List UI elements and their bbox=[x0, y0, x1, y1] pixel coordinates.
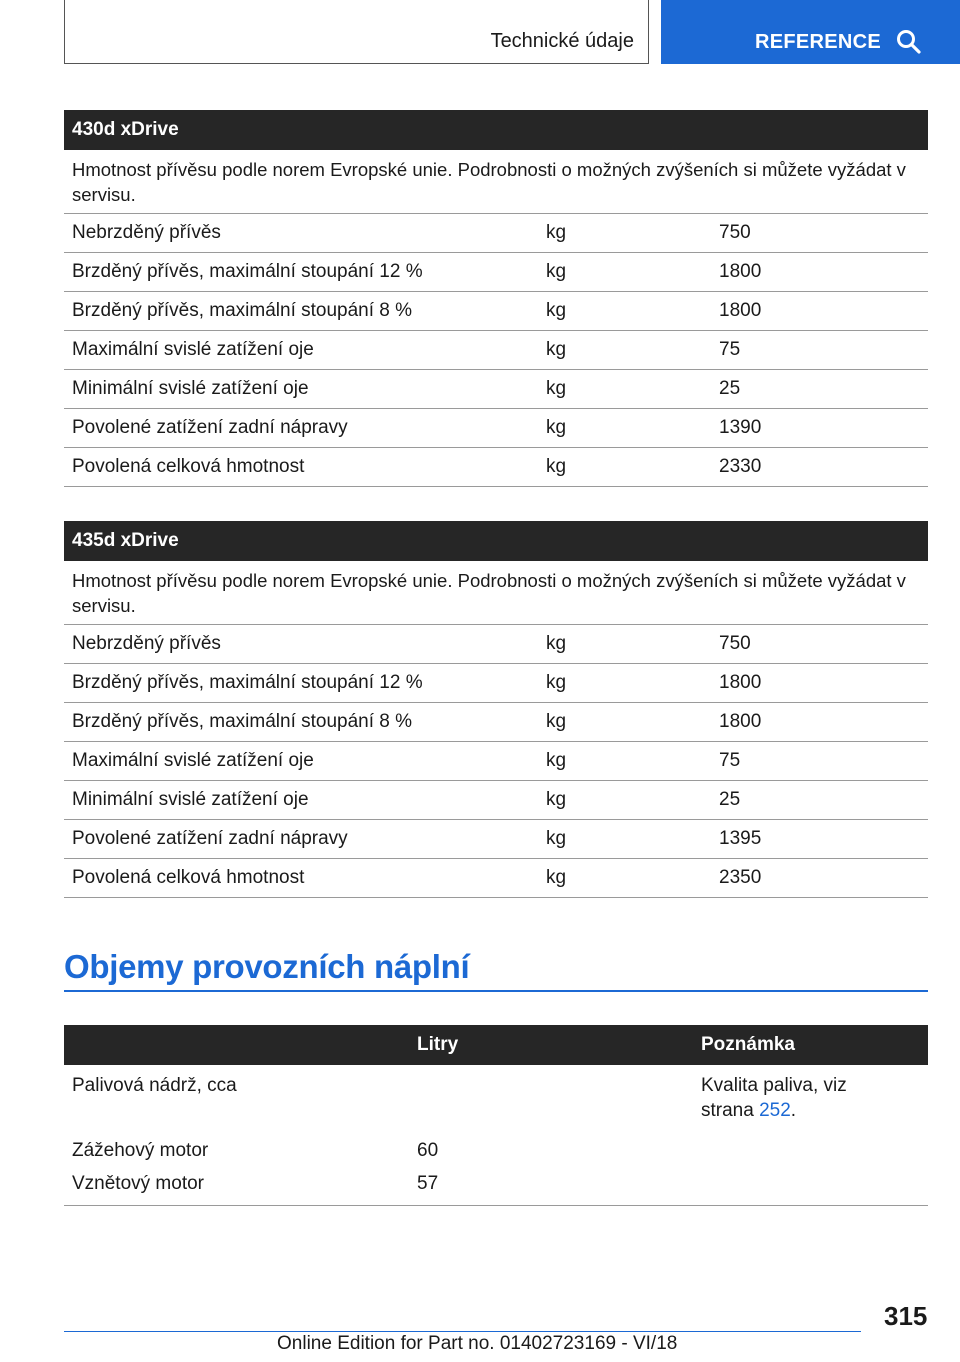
footer-edition: Online Edition for Part no. 01402723169 - VI/18 bbox=[277, 1333, 678, 1354]
row-note bbox=[693, 1073, 928, 1128]
reference-button[interactable] bbox=[661, 0, 960, 64]
row-label: Brzděný přívěs, maximální stoupání 12 % bbox=[72, 261, 423, 282]
table-row bbox=[64, 448, 928, 487]
row-label: Zážehový motor bbox=[72, 1140, 209, 1161]
row-value: 750 bbox=[719, 633, 751, 654]
row-unit: kg bbox=[546, 222, 567, 243]
table-row bbox=[64, 742, 928, 781]
page-number: 315 bbox=[884, 1301, 928, 1331]
header-section-box bbox=[64, 0, 649, 64]
footer-divider bbox=[64, 1331, 861, 1332]
table-row bbox=[64, 820, 928, 859]
row-label: Brzděný přívěs, maximální stoupání 8 % bbox=[72, 300, 413, 321]
row-label: Povolené zatížení zadní nápravy bbox=[72, 828, 348, 849]
table-note: Hmotnost přívěsu podle norem Evropské unie. Podrobnosti o možných zvýšeních si můžete vyžádat v servisu. bbox=[64, 150, 928, 214]
row-unit: kg bbox=[546, 417, 567, 438]
row-value: 2330 bbox=[719, 456, 762, 477]
table-row bbox=[64, 703, 928, 742]
row-value: 25 bbox=[719, 378, 741, 399]
row-label: Povolená celková hmotnost bbox=[72, 867, 305, 888]
row-value: 750 bbox=[719, 222, 751, 243]
row-value: 75 bbox=[719, 339, 741, 360]
row-unit: kg bbox=[546, 828, 567, 849]
row-unit: kg bbox=[546, 750, 567, 771]
table-row bbox=[64, 1167, 928, 1206]
row-unit: kg bbox=[546, 378, 567, 399]
row-label: Palivová nádrž, cca bbox=[72, 1075, 237, 1096]
table-row bbox=[64, 370, 928, 409]
row-unit: kg bbox=[546, 633, 567, 654]
row-value: 25 bbox=[719, 789, 741, 810]
row-value: 57 bbox=[417, 1173, 439, 1194]
row-label: Brzděný přívěs, maximální stoupání 8 % bbox=[72, 711, 413, 732]
row-label: Brzděný přívěs, maximální stoupání 12 % bbox=[72, 672, 423, 693]
row-note bbox=[693, 1138, 928, 1167]
trailer-table-435d bbox=[64, 521, 928, 898]
fluids-table-header bbox=[64, 1025, 928, 1065]
trailer-table-430d bbox=[64, 110, 928, 487]
row-label: Minimální svislé zatížení oje bbox=[72, 789, 309, 810]
table-row bbox=[64, 409, 928, 448]
row-unit: kg bbox=[546, 867, 567, 888]
table-row bbox=[64, 781, 928, 820]
row-value: 75 bbox=[719, 750, 741, 771]
row-note bbox=[693, 1171, 928, 1205]
row-value: 60 bbox=[417, 1140, 439, 1161]
row-value: 1800 bbox=[719, 300, 762, 321]
row-label: Povolené zatížení zadní nápravy bbox=[72, 417, 348, 438]
search-icon bbox=[896, 29, 922, 55]
table-row bbox=[64, 214, 928, 253]
row-value: 1800 bbox=[719, 672, 762, 693]
row-unit: kg bbox=[546, 339, 567, 360]
reference-label: REFERENCE bbox=[755, 31, 882, 53]
table-note: Hmotnost přívěsu podle norem Evropské unie. Podrobnosti o možných zvýšeních si můžete vyžádat v servisu. bbox=[64, 561, 928, 625]
row-label: Nebrzděný přívěs bbox=[72, 633, 221, 654]
row-value: 1800 bbox=[719, 711, 762, 732]
row-value: 1390 bbox=[719, 417, 762, 438]
row-unit: kg bbox=[546, 672, 567, 693]
row-unit: kg bbox=[546, 789, 567, 810]
page-link-252[interactable]: 252 bbox=[759, 1100, 791, 1121]
table-title: 430d xDrive bbox=[64, 110, 928, 150]
note-line2-prefix: strana bbox=[701, 1100, 754, 1121]
row-label: Maximální svislé zatížení oje bbox=[72, 339, 314, 360]
row-unit: kg bbox=[546, 261, 567, 282]
table-row bbox=[64, 625, 928, 664]
table-row bbox=[64, 1128, 928, 1167]
table-row bbox=[64, 859, 928, 898]
section-title: Objemy provozních náplní bbox=[64, 948, 470, 985]
col-header-poznamka: Poznámka bbox=[701, 1034, 795, 1055]
table-row bbox=[64, 664, 928, 703]
row-label: Vznětový motor bbox=[72, 1173, 204, 1194]
row-label: Povolená celková hmotnost bbox=[72, 456, 305, 477]
row-value bbox=[409, 1073, 693, 1128]
row-value: 2350 bbox=[719, 867, 762, 888]
row-label: Maximální svislé zatížení oje bbox=[72, 750, 314, 771]
table-title: 435d xDrive bbox=[64, 521, 928, 561]
row-value: 1800 bbox=[719, 261, 762, 282]
row-unit: kg bbox=[546, 456, 567, 477]
row-unit: kg bbox=[546, 711, 567, 732]
row-label: Nebrzděný přívěs bbox=[72, 222, 221, 243]
table-row bbox=[64, 331, 928, 370]
row-label: Minimální svislé zatížení oje bbox=[72, 378, 309, 399]
note-suffix: . bbox=[790, 1100, 797, 1121]
table-row bbox=[64, 292, 928, 331]
row-unit: kg bbox=[546, 300, 567, 321]
header-section-title: Technické údaje bbox=[490, 30, 634, 52]
table-row bbox=[64, 253, 928, 292]
col-header-litry: Litry bbox=[417, 1034, 459, 1055]
row-value: 1395 bbox=[719, 828, 762, 849]
fluids-table bbox=[64, 1025, 928, 1206]
note-line1: Kvalita paliva, viz bbox=[701, 1075, 847, 1096]
table-row bbox=[64, 1065, 928, 1128]
section-divider bbox=[64, 990, 928, 992]
